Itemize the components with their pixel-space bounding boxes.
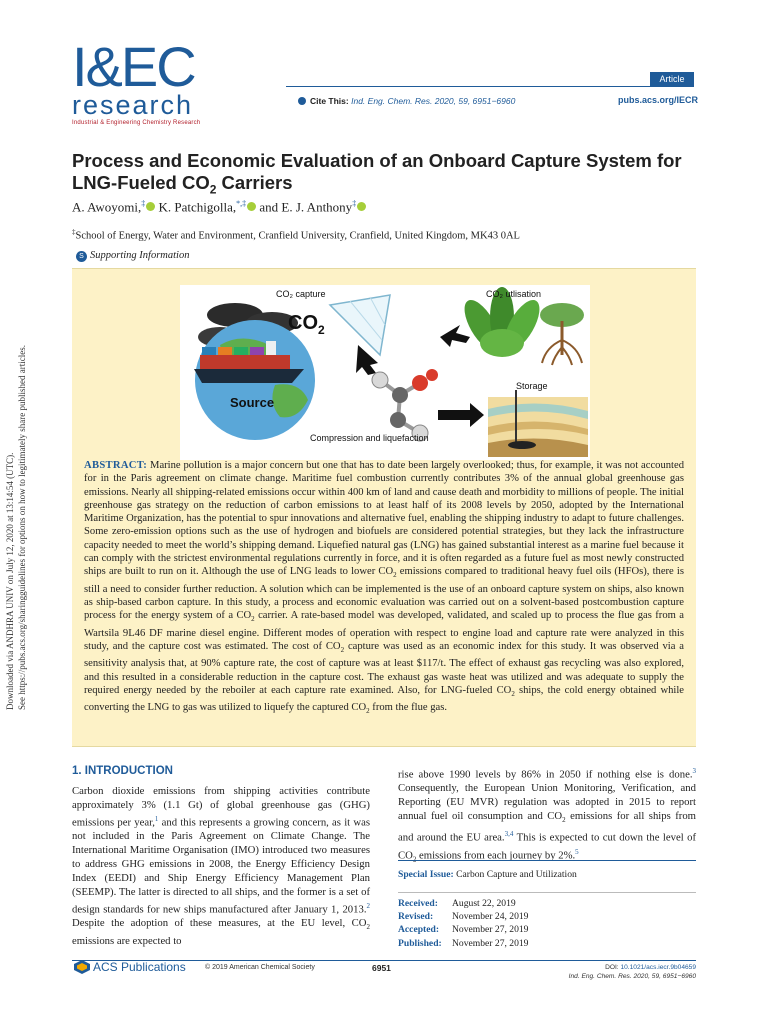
orcid-icon[interactable] (247, 202, 256, 211)
svg-text:CO2: $CO_2$ (288, 312, 325, 337)
cite-reference[interactable]: Ind. Eng. Chem. Res. 2020, 59, 6951−6960 (351, 96, 516, 106)
affiliation: ‡School of Energy, Water and Environment, Cranfield University, Cranfield, United Kingdom, MK43 0AL (72, 228, 520, 242)
article-badge: Article (650, 72, 694, 86)
cite-icon (298, 97, 306, 105)
logo-subtitle: Industrial & Engineering Chemistry Research (72, 120, 201, 126)
molecule-icon (372, 369, 438, 441)
toc-compression-label: Compression and liquefaction (310, 433, 429, 443)
abstract-box (72, 268, 696, 747)
toc-illustration (180, 285, 590, 460)
doi-link[interactable]: 10.1021/acs.iecr.9b04659 (620, 964, 696, 971)
logo-top: I&EC (72, 35, 195, 98)
author-awoyomi[interactable]: A. Awoyomi, (72, 199, 142, 215)
intro-left-column: Carbon dioxide emissions from shipping activities contribute approximately 3% (1.1 Gt) of global greenhouse gas (GHG) emissions per year,$^1$ and this represents a growing concern, as it was not included in the Paris Agreement on Climate Change. The International Maritime Organisation (IMO) introduced two measures to address GHG emissions in 2008, the Energy Efficiency Design Index (EEDI) and Ship Energy Efficiency Management Plan (SEEMP). The latter is directed to all ships, and the former is a set of design standards for new ships manufactured after January 1, 2013.$^2$ Despite the adoption of these measures, at the EU level, $CO_2$ emissions are expected to (72, 785, 370, 948)
orcid-icon[interactable] (357, 202, 366, 211)
page-number: 6951 (372, 963, 391, 973)
ref-link[interactable]: 3 (692, 767, 696, 775)
author-list: A. Awoyomi,‡ K. Patchigolla,*,‡ and E. J. Anthony‡ (72, 199, 366, 215)
copyright: © 2019 American Chemical Society (205, 964, 315, 971)
acs-hexagon-icon (74, 960, 90, 974)
capture-net-icon (330, 295, 390, 355)
ref-link[interactable]: 2 (366, 901, 370, 910)
download-note (0, 310, 36, 710)
toc-graphic (180, 285, 590, 460)
supporting-information-link[interactable] (79, 250, 190, 261)
publication-dates (398, 892, 696, 950)
date-row: Received: August 22, 2019 (398, 898, 516, 909)
author-anthony[interactable]: and E. J. Anthony (259, 199, 353, 215)
cite-label: Cite This: (310, 96, 349, 106)
date-row: Revised: November 24, 2019 (398, 911, 529, 923)
author-patchigolla[interactable]: K. Patchigolla, (158, 199, 237, 215)
article-title (72, 150, 702, 201)
toc-source-label: Source (230, 395, 275, 410)
ref-link[interactable]: 1 (154, 814, 159, 823)
download-note-line2: See https://pubs.acs.org/sharingguidelines for options on how to legitimately share published articles. (17, 344, 27, 710)
ref-link[interactable]: 5 (575, 847, 579, 856)
title-line1: Process and Economic Evaluation of an Onboard Capture System for (72, 150, 682, 171)
section-heading-introduction: 1. INTRODUCTION (72, 765, 173, 777)
ref-link[interactable]: 3,4 (504, 830, 514, 839)
header-rule (286, 86, 694, 87)
supporting-label: Supporting Information (90, 250, 190, 261)
title-line2: LNG-Fueled $CO_2$ Carriers (72, 172, 293, 197)
special-issue (398, 860, 696, 880)
abstract-text: ABSTRACT: Marine pollution is a major concern but one that has to date been largely overlooked; thus, for example, it was not accounted for in the Paris agreement on climate change. Maritime fuel combustion currently contributes 3% of the annual global greenhouse gas emissions. Nearly all shipping-related emissions occur within 400 km of land and cause death and morbidity to millions of people. The initial greenhouse gas strategy on the reduction of carbon emissions to at least half of its 2008 levels by 2050, adopted by the International Maritime Organization, has the potential to spur innovations and alternative fuel, enabling the shipping industry to adapt to future challenges. Some zero-emission options such as the use of hydrogen and biofuels are considered potential strategies, but they lack the infrastructure capacity needed to meet the world’s shipping demand. Liquefied natural gas (LNG) has gained substantial interest as a marine fuel because it can comply with the strictest environmental regulations currently in force, and it is often regarded as a future fuel as most newly constructed ships are built to run on it. Although the use of LNG leads to lower $CO_2$ emissions compared to traditional heavy fuel oils (HFOs), there is still a need to consider further reduction. A solution which can be implemented is the use of an onboard capture system on ships, also known as ship-based carbon capture. In this study, a process and economic evaluation was carried out on a solvent-based postcombustion capture process for the energy system of a $CO_2$ carrier. A rate-based model was developed, validated, and scaled up to process the flue gas from a Wartsila 9L46 DF marine diesel engine. Different modes of operation with respect to engine load and capture rate were analyzed in this study, and the capture cost was estimated. The cost of $CO_2$ capture was used as an economic index for this study. It was observed via a sensitivity analysis that, at 90% capture rate, the cost of capture was at least $117/t. The effect of exhaust gas recycling was also explored, and this resulted in a considerable reduction in the capture cost. The exhaust gas waste heat was utilized and was adequate to supply the required energy needed by the reboiler at each capture rate examined. Also, for LNG-fueled $CO_2$ ships, the cold energy obtained while converting the LNG to gas was utilized to liquefy the captured $CO_2$ from the flue gas. (84, 460, 685, 716)
footer-citation: Ind. Eng. Chem. Res. 2020, 59, 6951−6960 (568, 973, 696, 980)
abstract-heading: ABSTRACT: (84, 460, 148, 471)
date-row: Accepted: November 27, 2019 (398, 924, 529, 936)
toc-utilisation-label: CO₂ utlisation (486, 289, 542, 299)
cite-this[interactable] (298, 96, 515, 106)
intro-right-column: rise above 1990 levels by 86% in 2050 if nothing else is done.$^3$ Consequently, the European Union Monitoring, Verification, and Reporting (EU MVR) regulation was adopted in 2015 to report annual fuel oil consumption and $CO_2$ emissions for all ships from and around the EU area.$^{3,4}$ This is expected to cut down the level of $CO_2$ emissions from each journey by 2%.$^5$ (398, 767, 697, 864)
download-note-line1: Downloaded via ANDHRA UNIV on July 12, 2020 at 13:14:54 (UTC). (5, 452, 15, 710)
journal-logo[interactable] (72, 35, 222, 138)
journal-url[interactable]: pubs.acs.org/IECR (618, 95, 699, 105)
special-issue-value[interactable]: Carbon Capture and Utilization (456, 869, 577, 880)
acs-publications-logo[interactable]: ACS Publications (74, 960, 186, 974)
supporting-info-icon: S (76, 251, 87, 262)
tree-roots-icon (540, 303, 584, 365)
orcid-icon[interactable] (146, 202, 155, 211)
date-row: Published: November 27, 2019 (398, 937, 529, 949)
special-issue-label: Special Issue: (398, 869, 454, 880)
toc-capture-label: CO₂ capture (276, 289, 326, 299)
toc-storage-label: Storage (516, 381, 548, 391)
doi-block: DOI: 10.1021/acs.iecr.9b04659 Ind. Eng. Chem. Res. 2020, 59, 6951−6960 (568, 964, 696, 980)
storage-strata-icon (488, 390, 588, 457)
logo-word: research (72, 90, 194, 120)
